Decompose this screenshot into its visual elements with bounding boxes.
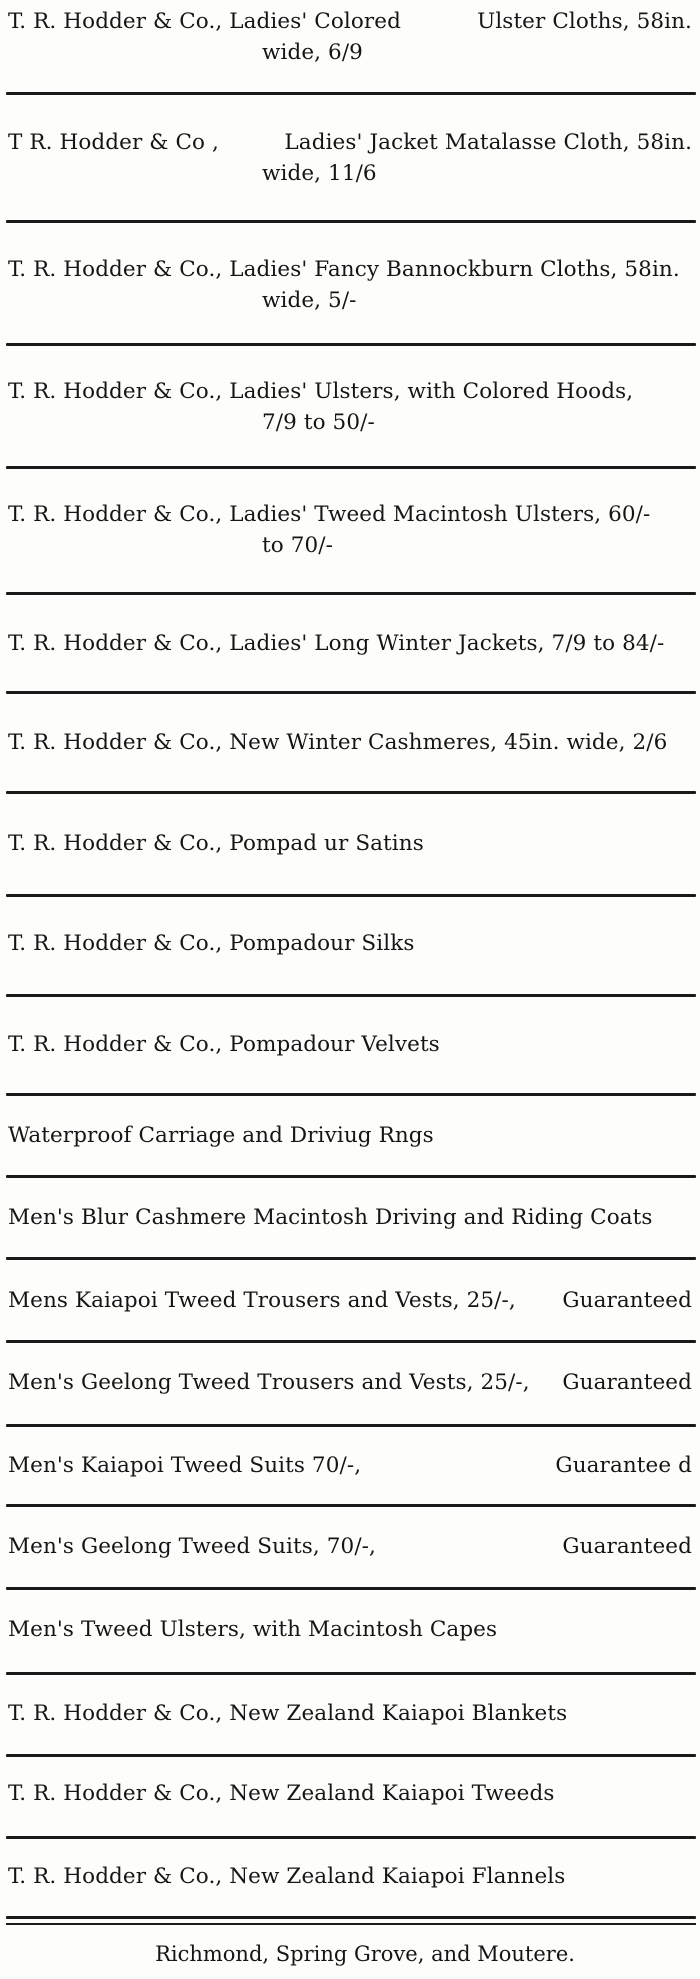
- ad-entry-3: [8, 254, 692, 316]
- divider-rule: [6, 92, 696, 95]
- ad-entry-2: [8, 127, 692, 189]
- entry-6-text: T. R. Hodder & Co., Ladies' Long Winter Jackets, 7/9 to 84/-: [8, 631, 665, 656]
- entry-2-text-b: Ladies' Jacket Matalasse Cloth, 58in.: [284, 130, 692, 155]
- entry-1-text-a: T. R. Hodder & Co., Ladies' Colored: [8, 9, 401, 34]
- entry-16-text-a: Men's Geelong Tweed Suits, 70/-,: [8, 1534, 376, 1559]
- entry-14-text-b: Guaranteed: [562, 1370, 692, 1395]
- divider-rule: [6, 1175, 696, 1178]
- ad-entry-7: [8, 727, 692, 758]
- ad-entry-17: [8, 1614, 692, 1645]
- entry-12-text: Men's Blur Cashmere Macintosh Driving and Riding Coats: [8, 1205, 653, 1230]
- entry-4-continuation: 7/9 to 50/-: [262, 410, 375, 435]
- entry-11-text: Waterproof Carriage and Driviug Rngs: [8, 1123, 434, 1148]
- entry-10-text: T. R. Hodder & Co., Pompadour Velvets: [8, 1032, 440, 1057]
- ad-entry-12: [8, 1202, 692, 1233]
- entry-14-text-a: Men's Geelong Tweed Trousers and Vests, 25/-,: [8, 1370, 530, 1395]
- divider-rule: [6, 791, 696, 794]
- ad-entry-1: [8, 6, 692, 68]
- divider-rule: [6, 1257, 696, 1260]
- divider-rule: [6, 1754, 696, 1757]
- entry-4-text: T. R. Hodder & Co., Ladies' Ulsters, with Colored Hoods,: [8, 379, 634, 404]
- divider-rule: [6, 1340, 696, 1343]
- entry-15-text-a: Men's Kaiapoi Tweed Suits 70/-,: [8, 1453, 362, 1478]
- divider-rule: [6, 894, 696, 897]
- ad-entry-14: [8, 1367, 692, 1398]
- ad-entry-5: [8, 499, 692, 561]
- divider-rule: [6, 1836, 696, 1839]
- divider-rule: [6, 592, 696, 595]
- bottom-double-rule: [6, 1916, 696, 1919]
- ad-entry-11: [8, 1120, 692, 1151]
- entry-5-continuation: to 70/-: [262, 533, 333, 558]
- ad-entry-8: [8, 828, 692, 859]
- ad-entry-13: [8, 1285, 692, 1316]
- entry-15-text-b: Guarantee d: [555, 1453, 692, 1478]
- ad-entry-6: [8, 628, 692, 659]
- entry-1-continuation: wide, 6/9: [262, 40, 363, 65]
- ad-entry-15: [8, 1450, 692, 1481]
- entry-7-text: T. R. Hodder & Co., New Winter Cashmeres, 45in. wide, 2/6: [8, 730, 668, 755]
- entry-5-text: T. R. Hodder & Co., Ladies' Tweed Macintosh Ulsters, 60/-: [8, 502, 651, 527]
- divider-rule: [6, 1424, 696, 1427]
- divider-rule: [6, 343, 696, 346]
- entry-18-text: T. R. Hodder & Co., New Zealand Kaiapoi Blankets: [8, 1701, 568, 1726]
- entry-2-continuation: wide, 11/6: [262, 161, 377, 186]
- divider-rule: [6, 1093, 696, 1096]
- entry-3-continuation: wide, 5/-: [262, 288, 357, 313]
- ad-entry-20: [8, 1861, 692, 1892]
- divider-rule: [6, 220, 696, 223]
- entry-19-text: T. R. Hodder & Co., New Zealand Kaiapoi Tweeds: [8, 1781, 555, 1806]
- ad-entry-10: [8, 1029, 692, 1060]
- ad-entry-16: [8, 1531, 692, 1562]
- entry-3-text: T. R. Hodder & Co., Ladies' Fancy Bannockburn Cloths, 58in.: [8, 257, 680, 282]
- entry-16-text-b: Guaranteed: [562, 1534, 692, 1559]
- footer-locations: Richmond, Spring Grove, and Moutere.: [155, 1942, 575, 1966]
- divider-rule: [6, 466, 696, 469]
- entry-2-text-a: T R. Hodder & Co ,: [8, 130, 219, 155]
- entry-20-text: T. R. Hodder & Co., New Zealand Kaiapoi Flannels: [8, 1864, 566, 1889]
- ad-entry-18: [8, 1698, 692, 1729]
- entry-13-text-b: Guaranteed: [562, 1288, 692, 1313]
- ad-entry-19: [8, 1778, 692, 1809]
- entry-9-text: T. R. Hodder & Co., Pompadour Silks: [8, 931, 415, 956]
- divider-rule: [6, 691, 696, 694]
- ad-entry-9: [8, 928, 692, 959]
- entry-1-text-b: Ulster Cloths, 58in.: [477, 9, 692, 34]
- divider-rule: [6, 1587, 696, 1590]
- entry-17-text: Men's Tweed Ulsters, with Macintosh Capes: [8, 1617, 498, 1642]
- ad-entry-4: [8, 376, 692, 438]
- divider-rule: [6, 1672, 696, 1675]
- entry-8-text: T. R. Hodder & Co., Pompad ur Satins: [8, 831, 424, 856]
- entry-13-text-a: Mens Kaiapoi Tweed Trousers and Vests, 25/-,: [8, 1288, 516, 1313]
- divider-rule: [6, 1504, 696, 1507]
- divider-rule: [6, 994, 696, 997]
